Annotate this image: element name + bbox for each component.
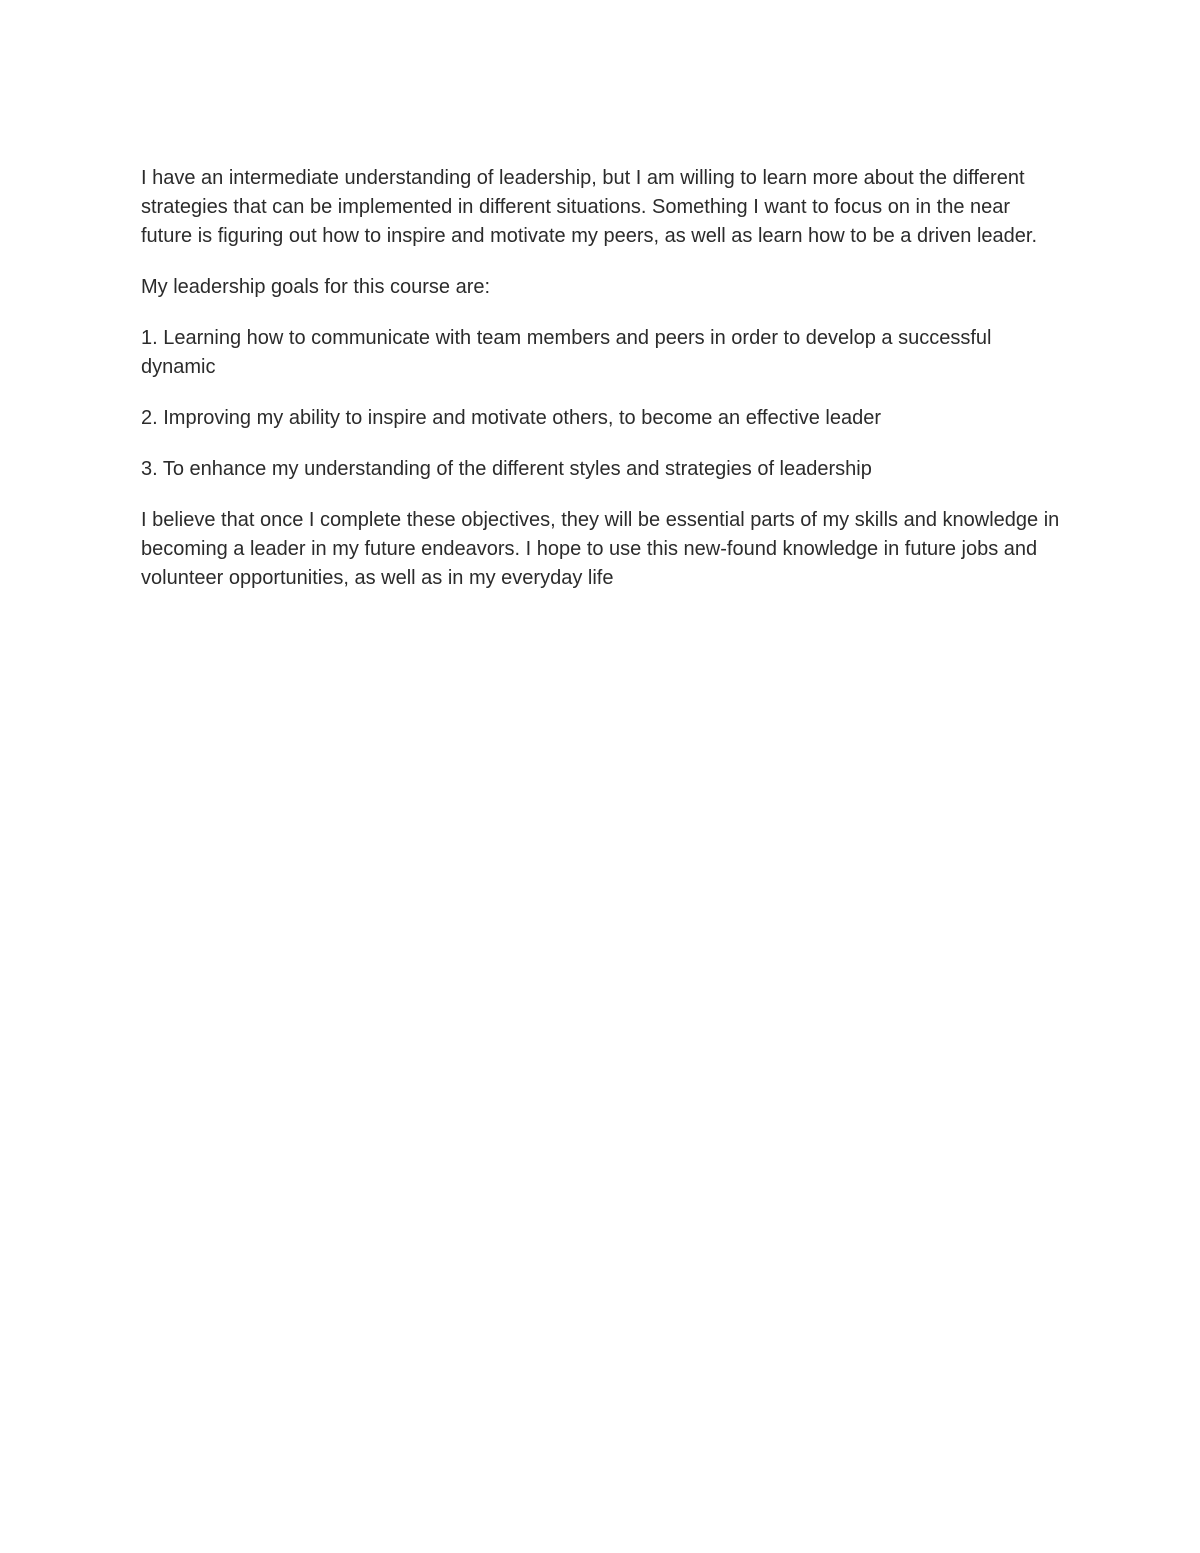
intro-paragraph: I have an intermediate understanding of leadership, but I am willing to learn more about the different strategies that can be implemented in different situations. Something I want to focus on in the near future is figuring out how to inspire and motivate my peers, as well as learn how to be a driven leader. (141, 167, 1038, 247)
closing-paragraph: I believe that once I complete these objectives, they will be essential parts of my skills and knowledge in becoming a leader in my future endeavors. I hope to use this new-found knowledge in future jobs and volunteer opportunities, as well as in my everyday life (141, 509, 1060, 589)
goal-item-2: 2. Improving my ability to inspire and motivate others, to become an effective leader (141, 407, 882, 429)
goals-heading: My leadership goals for this course are: (141, 276, 491, 298)
goal-item-3: 3. To enhance my understanding of the different styles and strategies of leadership (141, 458, 872, 480)
goal-item-1: 1. Learning how to communicate with team members and peers in order to develop a successful dynamic (141, 327, 992, 378)
document-body (141, 164, 1066, 615)
